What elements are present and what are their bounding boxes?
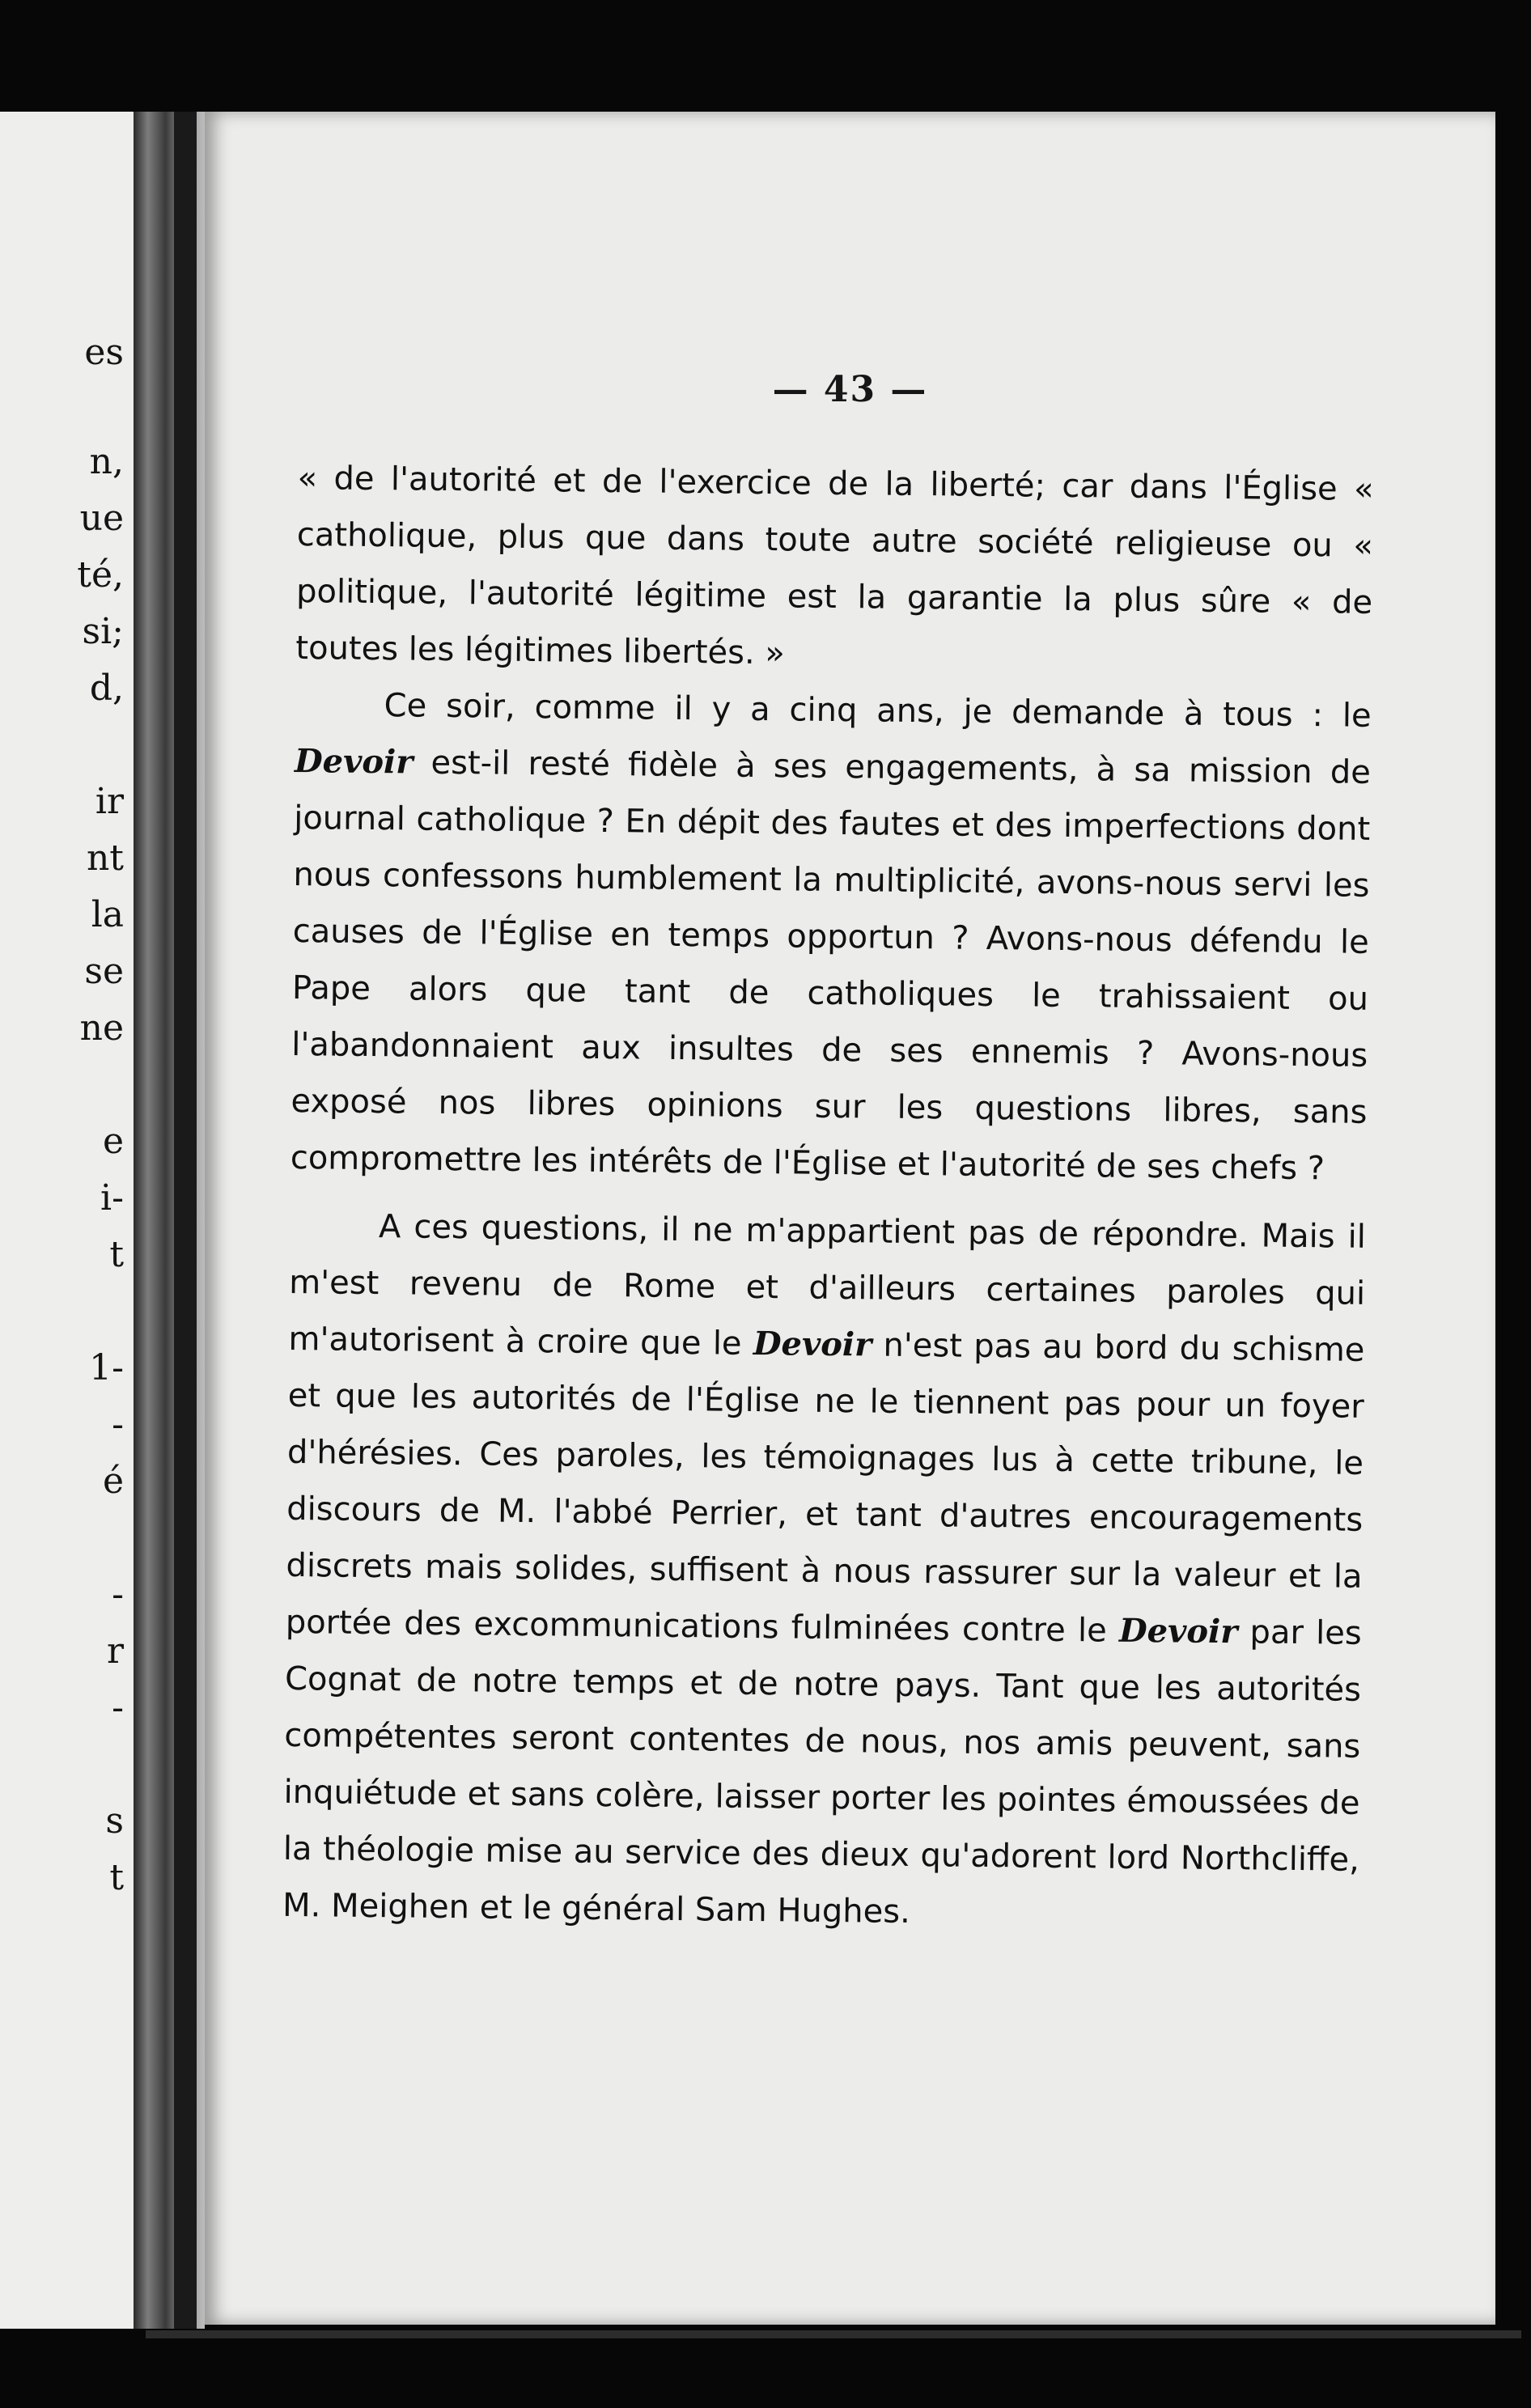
paragraph-p1 — [295, 450, 1374, 688]
left-page-fragment-text: n, — [89, 441, 124, 482]
italic-title: Devoir — [753, 1324, 872, 1364]
text-run: A ces questions, il ne m'appartient pas de répondre. Mais il m'est revenu de Rome et d'ailleurs certaines paroles qui m'autorisent à croire que le — [288, 1208, 1367, 1363]
left-page-fragment-text: 1- — [89, 1347, 124, 1388]
left-page-fragment — [0, 112, 134, 2329]
page-number: — 43 — — [772, 369, 928, 410]
page-body-text — [280, 450, 1374, 2185]
text-run: « de l'autorité et de l'exercice de la liberté; car dans l'Église « catholique, plus que dans toute autre société religieuse ou « politique, l'autorité légitime est la garantie la plus sûre « de toutes les légitimes libertés. » — [295, 459, 1374, 672]
text-run: par les Cognat de notre temps et de notre pays. Tant que les autorités compétentes seront contentes de nous, nos amis peuvent, sans inquiétude et sans colère, laisser porter les pointes émoussées de la théologie mise au service des dieux qu'adorent lord Northcliffe, M. Meighen et le général Sam Hughes. — [282, 1613, 1362, 1931]
left-page-fragment-text: - — [112, 1574, 124, 1615]
left-page-fragment-text: - — [112, 1687, 124, 1728]
left-page-fragment-text: la — [91, 894, 124, 935]
paragraph-p3 — [282, 1198, 1366, 1945]
left-page-fragment-text: d, — [89, 668, 124, 709]
book-spine-shadow — [174, 112, 197, 2329]
left-page-fragment-text: se — [84, 951, 124, 992]
left-page-fragment-text: t — [109, 1857, 124, 1898]
left-page-fragment-text: i- — [100, 1177, 124, 1219]
page-bottom-edge — [146, 2330, 1521, 2338]
text-run: Ce soir, comme il y a cinq ans, je demande à tous : le — [384, 687, 1372, 735]
italic-title: Devoir — [1118, 1611, 1238, 1651]
left-page-fragment-text: té, — [77, 554, 124, 596]
text-run: n'est pas au bord du schisme et que les autorités de l'Église ne le tiennent pas pour un foyer d'hérésies. Ces paroles, les témoignages lus à cette tribune, le discours de M. l'abbé Perrier, et tant d'autres encouragements discrets mais solides, suffisent à nous rassurer sur la valeur et la portée des excommunications fulminées contre le — [285, 1326, 1365, 1650]
left-page-fragment-text: - — [112, 1404, 124, 1445]
left-page-fragment-text: é — [102, 1460, 124, 1502]
left-page-fragment-text: ue — [79, 498, 124, 539]
left-page-fragment-text: es — [84, 332, 124, 373]
left-page-fragment-text: t — [109, 1234, 124, 1275]
left-page-fragment-text: r — [106, 1630, 124, 1672]
paragraph-p2 — [290, 676, 1372, 1198]
left-page-fragment-text: e — [102, 1121, 124, 1162]
italic-title: Devoir — [294, 741, 413, 782]
right-page — [205, 112, 1495, 2325]
text-run: est-il resté fidèle à ses engagements, à sa mission de journal catholique ? En dépit des fautes et des imperfections dont nous confessons humblement la multiplicité, avons-nous servi les causes de l'Église en temps opportun ? Avons-nous défendu le Pape alors que tant de catholiques le trahissaient ou l'abandonnaient aux insultes de ses ennemis ? Avons-nous exposé nos libres opinions sur les questions libres, sans compromettre les intérêts de l'Église et l'autorité de ses chefs ? — [290, 744, 1372, 1188]
left-page-fragment-text: s — [105, 1800, 124, 1842]
left-page-fragment-text: nt — [86, 837, 124, 879]
left-page-fragment-text: ne — [79, 1007, 124, 1049]
left-page-fragment-text: ir — [95, 781, 124, 822]
left-page-fragment-text: si; — [82, 611, 124, 652]
